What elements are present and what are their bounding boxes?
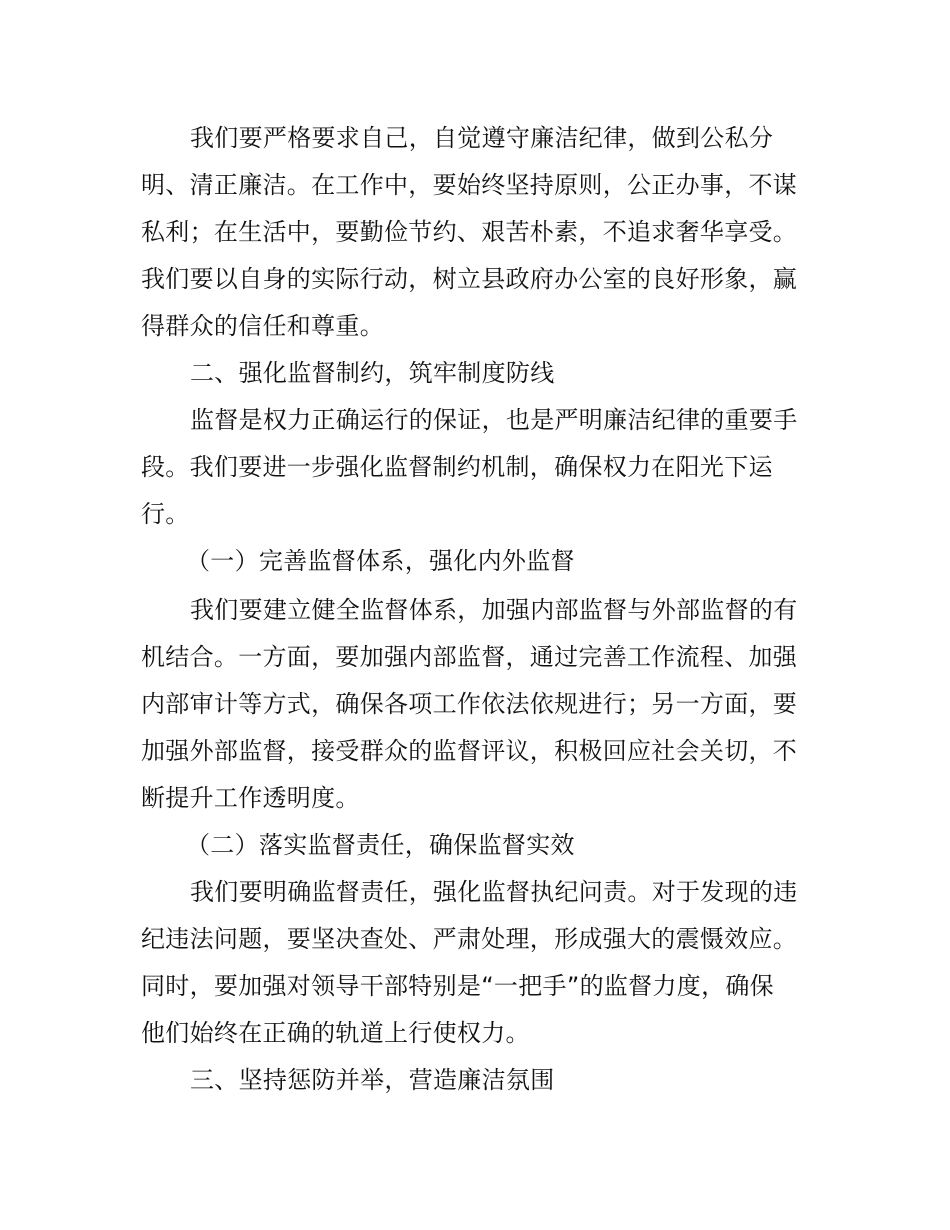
subsection-heading-2: （二）落实监督责任，确保监督实效 (186, 831, 575, 859)
paragraph-1-line-4: 我们要以自身的实际行动，树立县政府办公室的良好形象，赢 (141, 265, 798, 293)
paragraph-3-line-3: 内部审计等方式，确保各项工作依法依规进行；另一方面，要 (141, 690, 798, 718)
paragraph-4-line-1: 我们要明确监督责任，强化监督执纪问责。对于发现的违 (190, 878, 798, 906)
section-heading-2: 二、强化监督制约，筑牢制度防线 (190, 359, 555, 387)
paragraph-4-line-2: 纪违法问题，要坚决查处、严肃处理，形成强大的震慑效应。 (141, 925, 798, 953)
paragraph-1-line-2: 明、清正廉洁。在工作中，要始终坚持原则，公正办事，不谋 (141, 171, 798, 199)
paragraph-2-line-3: 行。 (141, 500, 190, 528)
paragraph-1-line-1: 我们要严格要求自己，自觉遵守廉洁纪律，做到公私分 (190, 124, 774, 152)
paragraph-3-line-2: 机结合。一方面，要加强内部监督，通过完善工作流程、加强 (141, 643, 798, 671)
paragraph-2-line-1: 监督是权力正确运行的保证，也是严明廉洁纪律的重要手 (190, 406, 798, 434)
paragraph-2-line-2: 段。我们要进一步强化监督制约机制，确保权力在阳光下运 (141, 453, 773, 481)
section-heading-3: 三、坚持惩防并举，营造廉洁氛围 (190, 1066, 555, 1094)
paragraph-3-line-1: 我们要建立健全监督体系，加强内部监督与外部监督的有 (190, 596, 798, 624)
paragraph-3-line-5: 断提升工作透明度。 (141, 784, 360, 812)
paragraph-4-line-3: 同时，要加强对领导干部特别是“一把手”的监督力度，确保 (141, 972, 774, 1000)
subsection-heading-1: （一）完善监督体系，强化内外监督 (186, 547, 575, 575)
paragraph-3-line-4: 加强外部监督，接受群众的监督评议，积极回应社会关切，不 (141, 737, 798, 765)
paragraph-1-line-3: 私利；在生活中，要勤俭节约、艰苦朴素，不追求奢华享受。 (141, 218, 798, 246)
paragraph-4-line-4: 他们始终在正确的轨道上行使权力。 (141, 1019, 530, 1047)
paragraph-1-line-5: 得群众的信任和尊重。 (141, 312, 384, 340)
